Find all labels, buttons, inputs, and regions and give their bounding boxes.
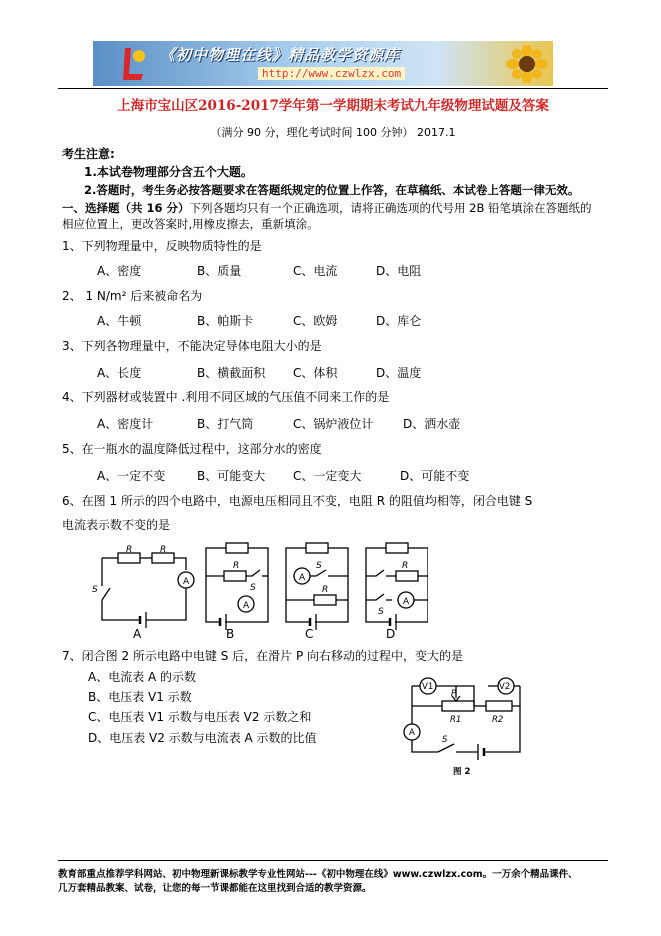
q7-option-a: A、电流表 A 的示数: [88, 670, 197, 684]
circuit-c-label-r: R: [322, 585, 329, 595]
banner-title: 《初中物理在线》精品教学资源库: [160, 46, 401, 64]
q1-option-c: C、电流: [293, 264, 338, 278]
figure-2-caption: 图 2: [453, 767, 471, 777]
q5-option-a: A、一定不变: [97, 469, 166, 483]
question-7: 7、闭合图 2 所示电路中电键 S 后，在滑片 P 向右移动的过程中，变大的是: [62, 649, 464, 663]
circuit-a: [102, 553, 194, 628]
q2-option-c: C、欧姆: [293, 314, 338, 328]
circuit-a-label-s: S: [92, 585, 98, 595]
footer-line-1: 教育部重点推荐学科网站、初中物理新课标教学专业性网站---《初中物理在线》www.czwlzx.com。一万余个精品课件、: [58, 869, 578, 880]
circuit-c-ammeter-label: A: [299, 573, 306, 583]
circuit-b: [206, 543, 268, 630]
q5-option-b: B、可能变大: [197, 469, 266, 483]
q2-option-d: D、库仑: [376, 314, 422, 328]
q2-option-b: B、帕斯卡: [197, 314, 254, 328]
q4-option-a: A、密度计: [97, 417, 154, 431]
question-3: 3、下列各物理量中，不能决定导体电阻大小的是: [62, 339, 322, 353]
q3-option-d: D、温度: [376, 366, 422, 380]
circuit-label-a: A: [133, 627, 142, 641]
notice-item-1: 1.本试卷物理部分含五个大题。: [84, 165, 253, 179]
footer-rule: [58, 860, 608, 861]
question-2: 2、 1 N/m² 后来被命名为: [62, 289, 203, 303]
banner-url[interactable]: http://www.czwlzx.com: [258, 67, 405, 80]
fig2-v1-label: V1: [422, 682, 434, 692]
circuit-label-b: B: [226, 627, 235, 641]
circuit-c-label-s: S: [316, 561, 322, 571]
question-5: 5、在一瓶水的温度降低过程中，这部分水的密度: [62, 442, 322, 456]
section1-intro-line1: 下列各题均只有一个正确选项，请将正确选项的代号用 2B 铅笔填涂在答题纸的: [189, 201, 592, 215]
fig2-r2-label: R2: [492, 715, 504, 725]
page-title: 上海市宝山区2016-2017学年第一学期期末考试九年级物理试题及答案: [117, 98, 549, 114]
q3-option-c: C、体积: [293, 366, 338, 380]
circuit-c: [286, 543, 348, 630]
fig2-v2-label: V2: [499, 682, 511, 692]
q4-option-d: D、洒水壶: [403, 417, 461, 431]
fig2-ammeter-label: A: [409, 728, 415, 738]
q4-option-b: B、打气筒: [197, 417, 254, 431]
circuit-a-label-r1: R: [126, 545, 133, 555]
section1-intro-line2: 相应位置上，更改答案时,用橡皮擦去，重新填涂。: [62, 217, 319, 231]
circuit-label-c: C: [305, 627, 314, 641]
circuit-label-d: D: [386, 627, 396, 641]
circuit-d-ammeter-label: A: [403, 597, 410, 607]
circuit-a-label-r2: R: [160, 545, 167, 555]
q2-option-a: A、牛顿: [97, 314, 142, 328]
q7-option-b: B、电压表 V1 示数: [88, 690, 192, 704]
figure-1-circuits: [88, 540, 428, 640]
section1-heading: 一、选择题（共 16 分）: [62, 201, 190, 215]
site-logo-icon: [121, 44, 147, 82]
fig2-p-label: P: [451, 689, 457, 699]
fig2-s-label: S: [442, 735, 448, 745]
footer-line-2: 几万套精品教案、试卷，让您的每一节课都能在这里找到合适的教学资源。: [58, 883, 372, 894]
question-6-line2: 电流表示数不变的是: [62, 518, 171, 532]
q3-option-b: B、横截面积: [197, 366, 266, 380]
circuit-d-label-s: S: [378, 607, 384, 617]
page-subtitle: （满分 90 分，理化考试时间 100 分钟） 2017.1: [210, 126, 456, 139]
notice-heading: 考生注意:: [62, 147, 115, 161]
circuit-a-ammeter-label: A: [183, 577, 190, 587]
q1-option-b: B、质量: [197, 264, 242, 278]
q7-option-c: C、电压表 V1 示数与电压表 V2 示数之和: [88, 710, 312, 724]
question-6-line1: 6、在图 1 所示的四个电路中，电源电压相同且不变，电阻 R 的阻值均相等，闭合电键 S: [62, 494, 533, 508]
circuit-b-label-s: S: [250, 583, 256, 593]
circuit-d-label-r: R: [402, 561, 409, 571]
q5-option-c: C、一定变大: [293, 469, 362, 483]
q1-option-a: A、密度: [97, 264, 142, 278]
circuit-b-ammeter-label: A: [243, 601, 250, 611]
section1-intro: [62, 200, 592, 216]
q1-option-d: D、电阻: [376, 264, 422, 278]
q5-option-d: D、可能不变: [400, 469, 470, 483]
notice-item-2: 2.答题时，考生务必按答题要求在答题纸规定的位置上作答，在草稿纸、本试卷上答题一律无效。: [84, 183, 580, 197]
question-1: 1、下列物理量中，反映物质特性的是: [62, 239, 262, 253]
q3-option-a: A、长度: [97, 366, 142, 380]
figure-2-circuit: [398, 672, 528, 782]
question-4: 4、下列器材或装置中 .利用不同区域的气压值不同来工作的是: [62, 390, 390, 404]
q4-option-c: C、锅炉液位计: [293, 417, 374, 431]
circuit-b-label-r: R: [233, 561, 240, 571]
fig2-r1-label: R1: [450, 715, 462, 725]
header-rule: [58, 88, 608, 89]
circuit-d: [366, 543, 428, 630]
sunflower-icon: [505, 45, 549, 83]
q7-option-d: D、电压表 V2 示数与电流表 A 示数的比值: [88, 731, 317, 745]
